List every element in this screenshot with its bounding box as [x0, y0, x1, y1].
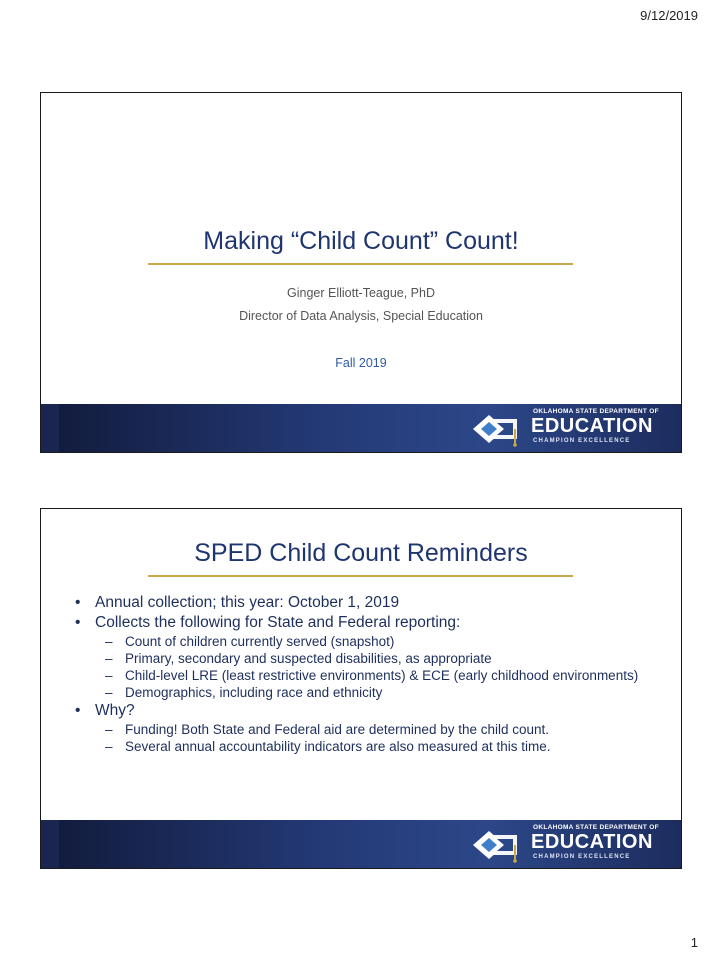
bullet-marker: •: [75, 614, 81, 631]
bullet-item: [73, 613, 661, 633]
sub-bullet-item: [73, 633, 661, 650]
logo-main-text: EDUCATION: [531, 831, 653, 853]
sub-bullet-item: [73, 738, 661, 755]
sub-bullet-marker: –: [105, 685, 113, 700]
osde-logo: [471, 408, 671, 448]
logo-main-text: EDUCATION: [531, 415, 653, 437]
page-number: 1: [690, 935, 698, 950]
presentation-term: Fall 2019: [335, 356, 387, 370]
sub-bullet-text: Funding! Both State and Federal aid are determined by the child count.: [125, 722, 550, 737]
sub-bullet-text: Several annual accountability indicators are also measured at this time.: [125, 739, 551, 754]
graduation-cap-arrow-icon: [471, 827, 523, 863]
sub-bullet-marker: –: [105, 651, 113, 666]
logo-tagline: CHAMPION EXCELLENCE: [533, 854, 631, 860]
graduation-cap-arrow-icon: [471, 411, 523, 447]
logo-top-text: OKLAHOMA STATE DEPARTMENT OF: [533, 408, 659, 415]
sub-bullet-marker: –: [105, 722, 113, 737]
sub-bullet-item: [73, 684, 661, 701]
logo-tagline: CHAMPION EXCELLENCE: [533, 438, 631, 444]
sub-bullet-item: [73, 721, 661, 738]
bullet-text: Why?: [95, 702, 135, 719]
bullet-marker: •: [75, 594, 81, 611]
sub-bullet-item: [73, 650, 661, 667]
bullet-text: Collects the following for State and Federal reporting:: [95, 614, 461, 631]
sub-bullet-text: Child-level LRE (least restrictive environments) & ECE (early childhood environments): [125, 668, 639, 683]
bullet-marker: •: [75, 702, 81, 719]
slide-title: Making “Child Count” Count!: [203, 227, 519, 255]
bullet-text: Annual collection; this year: October 1, 2019: [95, 594, 400, 611]
slide-2: [40, 508, 682, 869]
bullet-item: [73, 701, 661, 721]
sub-bullet-marker: –: [105, 668, 113, 683]
footer-accent: [41, 820, 59, 868]
osde-logo: [471, 824, 671, 864]
slide-footer: [41, 820, 681, 868]
title-divider: [148, 263, 573, 265]
sub-bullet-item: [73, 667, 661, 684]
bullet-list: [73, 593, 661, 755]
logo-top-text: OKLAHOMA STATE DEPARTMENT OF: [533, 824, 659, 831]
sub-bullet-text: Primary, secondary and suspected disabilities, as appropriate: [125, 651, 492, 666]
sub-bullet-marker: –: [105, 739, 113, 754]
presenter-role: Director of Data Analysis, Special Education: [239, 309, 483, 323]
slide-title: SPED Child Count Reminders: [194, 539, 528, 567]
footer-accent: [41, 404, 59, 452]
slide-footer: [41, 404, 681, 452]
presenter-name: Ginger Elliott-Teague, PhD: [287, 286, 435, 300]
title-divider: [148, 575, 573, 577]
sub-bullet-text: Count of children currently served (snapshot): [125, 634, 395, 649]
sub-bullet-text: Demographics, including race and ethnicity: [125, 685, 383, 700]
slide-1: [40, 92, 682, 453]
page-date: 9/12/2019: [640, 8, 698, 23]
sub-bullet-marker: –: [105, 634, 113, 649]
bullet-item: [73, 593, 661, 613]
